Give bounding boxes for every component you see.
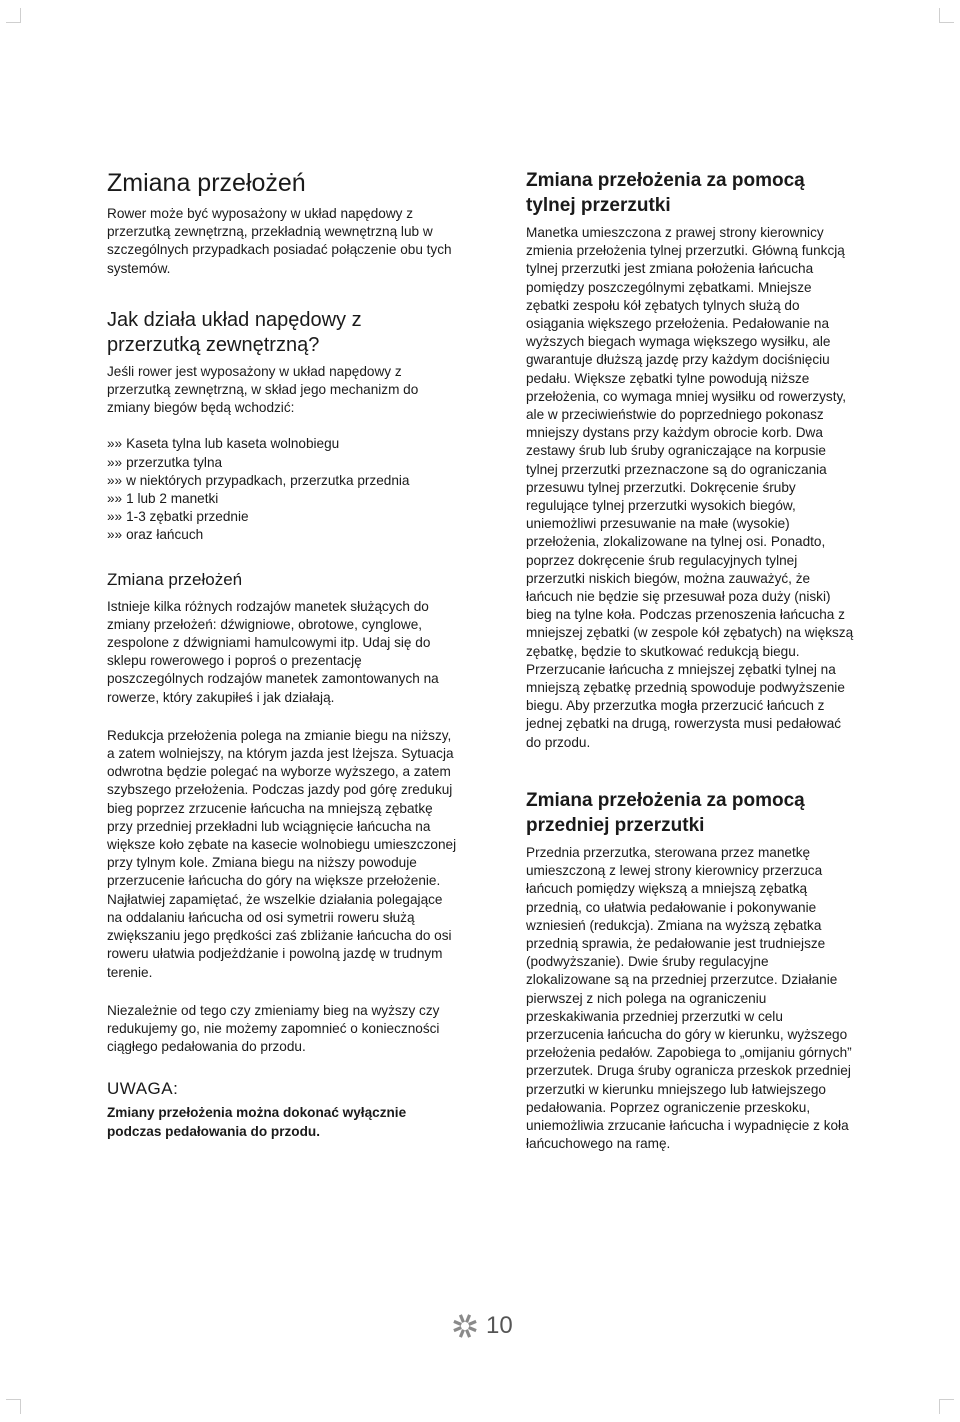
page-number: 10 (486, 1312, 513, 1339)
crop-mark-top-left (6, 8, 21, 23)
sprocket-spoke (460, 1330, 463, 1337)
sprocket-spoke (469, 1328, 476, 1331)
section-text-shifter-types: Istnieje kilka różnych rodzajów manetek służących do zmiany przełożeń: dźwigniowe, obrotowe, cynglowe, zespolone z dźwigniami hamulcowymi itp. Udaj się do sklepu rowerowego i poproś o prezentację poszczególnych rodzajów manetek zamontowanych na rowerze, który zakupiłeś i jak działają. (107, 598, 439, 705)
right-column (526, 168, 856, 1153)
crop-mark-bottom-left (6, 1399, 21, 1414)
section-title-front-derailleur: Zmiana przełożenia za pomocą przedniej przerzutki (526, 789, 805, 836)
section-text-rear-derailleur: Manetka umieszczona z prawej strony kierownicy zmienia przełożenia tylnej przerzutki. Główną funkcją tylnej przerzutki jest zmiana położenia łańcucha pomiędzy poszczególnymi zębatkami. Mniejsze zębatki zespołu kół zębatych tylnych służą do osiągania większego przełożenia. Pedałowanie na wyższych biegach wymaga większego wysiłku, ale gwarantuje dłuższą jazdę przy każdym dociśnięciu pedału. Większe zębatki tylne powodują niższe przełożenia, co wymaga mniej wysiłku od rowerzysty, ale w przeciwieństwie do poprzedniego pokonasz mniejszy dystans przy każdym obrocie korb. Dwa zestawy śrub lub śruby ograniczające na korpusie tylnej przerzutki przeznaczone są do ograniczania przesuwu tylnej przerzutki. Dokręcenie śruby regulujące tylnej przerzutki wysokich biegów, uniemożliwi przesuwanie na małe (wysokie) przełożenia, zlokalizowane na tylnej osi. Ponadto, poprzez dokręcenie śrub regulacyjnych tylnej przerzutki niskich biegów, można zauważyć, że łańcuch nie będzie się przesuwał poza duży (niski) bieg na tylne koła. Podczas przenoszenia łańcucha z mniejszej zębatki (w zespole kół zębatych) na większą zębatkę, będzie to skutkować redukcją biegu. Przerzucanie łańcucha z mniejszej zębatki tylnej na mniejszą zębatkę przednią spowoduje podwyższenie biegu. Aby przerzutka mogła przerzucić łańcuch z jednej zębatki na drugą, rowerzysta musi pedałować do przodu. (526, 225, 854, 750)
list-item: »» oraz łańcuch (107, 527, 204, 543)
crop-mark-top-right (939, 8, 954, 23)
list-item: »» 1-3 zębatki przednie (107, 509, 249, 525)
sprocket-spoke (467, 1330, 470, 1337)
list-item: »» przerzutka tylna (107, 454, 223, 470)
left-column (107, 168, 457, 1141)
paragraph-pedaling: Niezależnie od tego czy zmieniamy bieg na wyższy czy redukujemy go, nie możemy zapomnieć o konieczności ciągłego pedałowania do przodu. (107, 1002, 440, 1055)
section-title-gear-change: Zmiana przełożeń (107, 569, 243, 589)
sprocket-spoke (467, 1315, 470, 1322)
section-text-external-derailleur: Jeśli rower jest wyposażony w układ napędowy z przerzutką zewnętrzną, w skład jego mechanizm do zmiany biegów będą wchodzić: (107, 363, 419, 416)
list-item: »» w niektórych przypadkach, przerzutka przednia (107, 472, 410, 488)
section-title-external-derailleur: Jak działa układ napędowy z przerzutką zewnętrzną? (107, 308, 362, 356)
sprocket-icon (452, 1313, 478, 1339)
section-title-rear-derailleur: Zmiana przełożenia za pomocą tylnej przerzutki (526, 170, 805, 216)
sprocket-spoke (460, 1315, 463, 1322)
sprocket-spoke (469, 1321, 476, 1324)
list-item: »» 1 lub 2 manetki (107, 491, 219, 507)
intro-paragraph: Rower może być wyposażony w układ napędowy z przerzutką zewnętrzną, przekładnią wewnętrzną lub w szczególnych przypadkach posiadać połączenie obu tych systemów. (107, 206, 452, 276)
warning-title: UWAGA: (107, 1079, 179, 1099)
list-item: »» Kaseta tylna lub kaseta wolnobiegu (107, 436, 340, 452)
sprocket-spoke (454, 1321, 461, 1324)
page-footer (452, 1311, 513, 1341)
crop-mark-bottom-right (939, 1399, 954, 1414)
sprocket-spoke (454, 1328, 461, 1331)
components-list (107, 435, 457, 544)
page-title: Zmiana przełożeń (107, 169, 306, 197)
warning-text: Zmiany przełożenia można dokonać wyłącznie podczas pedałowania do przodu. (107, 1105, 407, 1139)
section-text-front-derailleur: Przednia przerzutka, sterowana przez manetkę umieszczoną z lewej strony kierownicy przerzuca łańcuch pomiędzy większą a mniejszą zębatką przednią, co ułatwia pedałowanie i pokonywanie wzniesień (redukcja). Zmiana na wyższą zębatka przednią sprawia, że pedałowanie jest trudniejsze (podwyższanie). Dwie śruby regulacyjne zlokalizowane są na przedniej przerzutce. Działanie pierwszej z nich polega na ograniczeniu przeskakiwania przedniej przerzutki w celu przerzucenia łańcucha do góry w kierunku, wyższego przełożenia pedałów. Zapobiega to „omijaniu górnych” przerzutek. Druga śruby ogranicza przeskok przedniej przerzutki w kierunku mniejszego lub łatwiejszego pedałowania. Poprzez ograniczenie przeskoku, uniemożliwia zrzucanie łańcucha i wypadnięcie z koła łańcuchowego na ramę. (526, 844, 852, 1152)
paragraph-gear-reduction: Redukcja przełożenia polega na zmianie biegu na niższy, a zatem wolniejszy, na którym jazda jest lżejsza. Sytuacja odwrotna będzie polegać na wyborze wyższego, a zatem szybszego przełożenia. Podczas jazdy pod górę zredukuj bieg poprzez zrzucenie łańcucha na mniejszą zębatkę przy przedniej przekładni lub wciągnięcie łańcucha na większe koło zębate na kasecie wolnobiegu umieszczonej przy tylnym kole. Zmiana biegu na niższy powoduje przerzucenie łańcucha do góry na większe przełożenie. Najłatwiej zapamiętać, że wszelkie działania polegające na oddalaniu łańcucha od osi symetrii roweru służą zwiększaniu jego prędkości zaś zbliżanie łańcucha do osi roweru ułatwia podjeżdżanie i powolną jazdę w trudnym terenie. (107, 727, 457, 980)
